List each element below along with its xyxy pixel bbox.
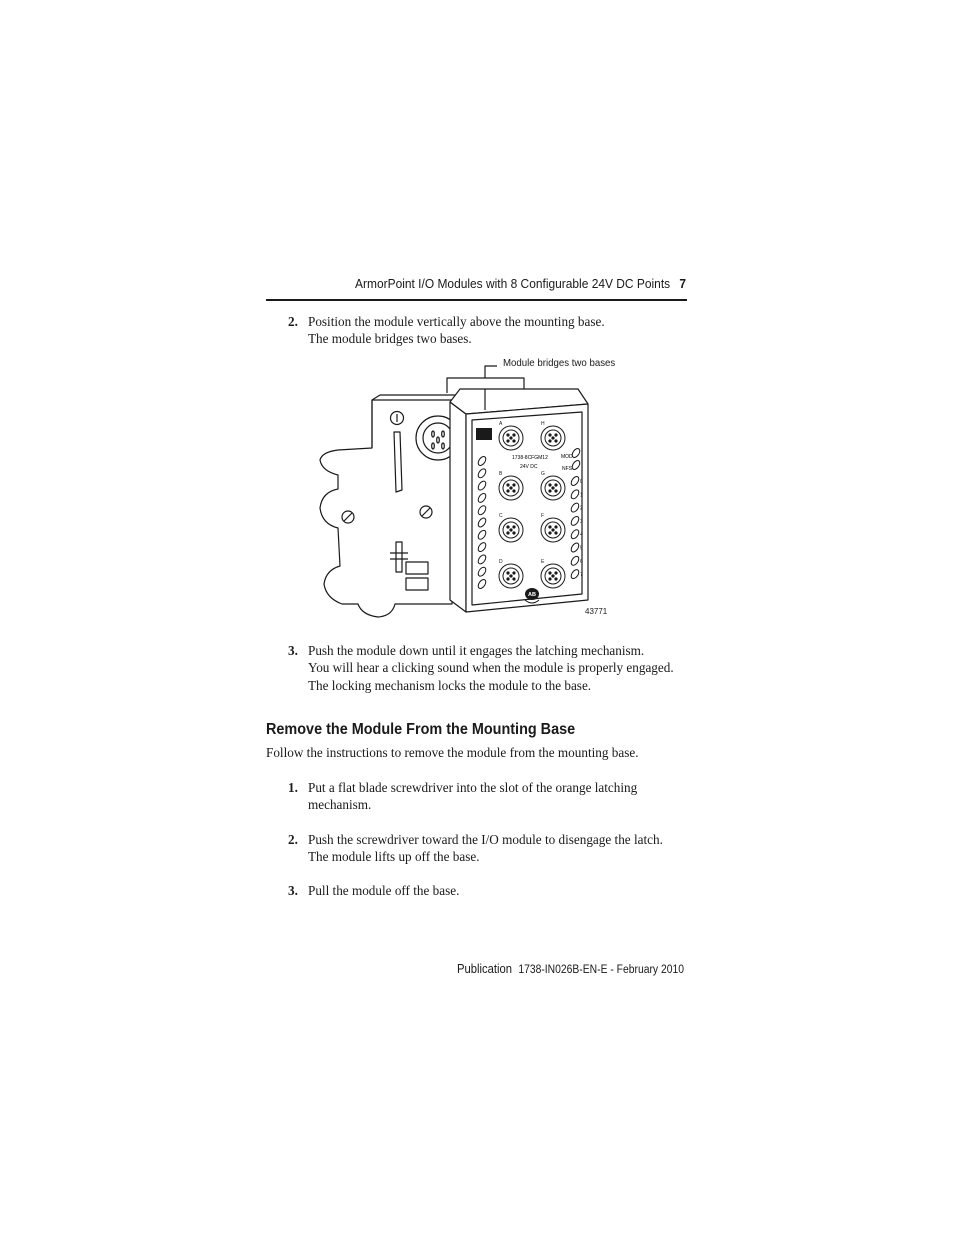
status-point-number: 7 bbox=[580, 572, 583, 579]
header-rule bbox=[266, 299, 687, 301]
module-voltage-label: 24V DC bbox=[520, 464, 538, 470]
page-number: 7 bbox=[679, 276, 686, 291]
step-line: Push the screwdriver toward the I/O module to disengage the latch. bbox=[308, 832, 663, 847]
step-insert-screwdriver bbox=[288, 779, 688, 814]
module-mounting-illustration bbox=[310, 360, 630, 622]
page-footer bbox=[428, 962, 684, 976]
status-point-number: 2 bbox=[580, 505, 583, 512]
step-line: The module lifts up off the base. bbox=[308, 849, 480, 865]
step-pull-module bbox=[288, 882, 688, 899]
module-label-window bbox=[476, 428, 492, 440]
status-point-number: 1 bbox=[580, 492, 583, 499]
status-point-number: 0 bbox=[580, 479, 583, 485]
step-number: 2. bbox=[288, 314, 298, 329]
step-number: 3. bbox=[288, 883, 298, 898]
connector-letter: F bbox=[541, 513, 545, 519]
publication-id: 1738-IN026B-EN-E - February 2010 bbox=[518, 964, 684, 976]
base-latch bbox=[396, 542, 402, 572]
step-line: Push the module down until it engages the latching mechanism. bbox=[308, 643, 645, 658]
module-side bbox=[450, 402, 466, 612]
status-point-number: 6 bbox=[580, 558, 583, 565]
connector-letter: C bbox=[499, 513, 503, 519]
section-title: Remove the Module From the Mounting Base bbox=[266, 721, 576, 738]
connector-letter: E bbox=[541, 559, 545, 565]
step-line: Position the module vertically above the mounting base. bbox=[308, 314, 605, 329]
header-title: ArmorPoint I/O Modules with 8 Configurable 24V DC Points bbox=[355, 276, 671, 291]
callout-leader bbox=[485, 366, 497, 378]
step-line: Put a flat blade screwdriver into the slot of the orange latching bbox=[308, 780, 638, 795]
connector-letter: D bbox=[499, 559, 503, 565]
step-number: 3. bbox=[288, 643, 298, 658]
step-number: 1. bbox=[288, 780, 298, 795]
connector-letter: G bbox=[541, 471, 545, 477]
running-header bbox=[300, 276, 686, 291]
mod-led-label: MOD bbox=[561, 454, 573, 460]
step-line: The module bridges two bases. bbox=[308, 331, 472, 347]
step-disengage-latch bbox=[288, 831, 688, 866]
step-line: Pull the module off the base. bbox=[308, 883, 460, 898]
connector-letter: H bbox=[541, 421, 545, 427]
status-point-number: 4 bbox=[580, 532, 583, 539]
figure-number: 43771 bbox=[585, 607, 608, 616]
nfs-led-label: NFS bbox=[562, 466, 572, 472]
section-intro: Follow the instructions to remove the module from the mounting base. bbox=[266, 745, 639, 760]
connector-letter: B bbox=[499, 471, 503, 477]
step-line: The locking mechanism locks the module to the base. bbox=[308, 677, 592, 693]
step-position-module bbox=[288, 313, 688, 348]
step-line: You will hear a clicking sound when the module is properly engaged. bbox=[308, 660, 674, 676]
step-number: 2. bbox=[288, 832, 298, 847]
step-line: mechanism. bbox=[308, 797, 372, 813]
module-catalog-label: 1738-8CFGM12 bbox=[512, 455, 548, 461]
status-point-number: 5 bbox=[580, 545, 583, 552]
figure-callout: Module bridges two bases bbox=[503, 357, 616, 369]
ab-logo-text: AB bbox=[528, 592, 536, 598]
base-slot bbox=[394, 432, 402, 492]
connector-letter: A bbox=[499, 421, 503, 427]
step-push-module bbox=[288, 642, 688, 694]
status-point-number: 3 bbox=[580, 518, 583, 525]
footer-label: Publication bbox=[457, 962, 513, 976]
